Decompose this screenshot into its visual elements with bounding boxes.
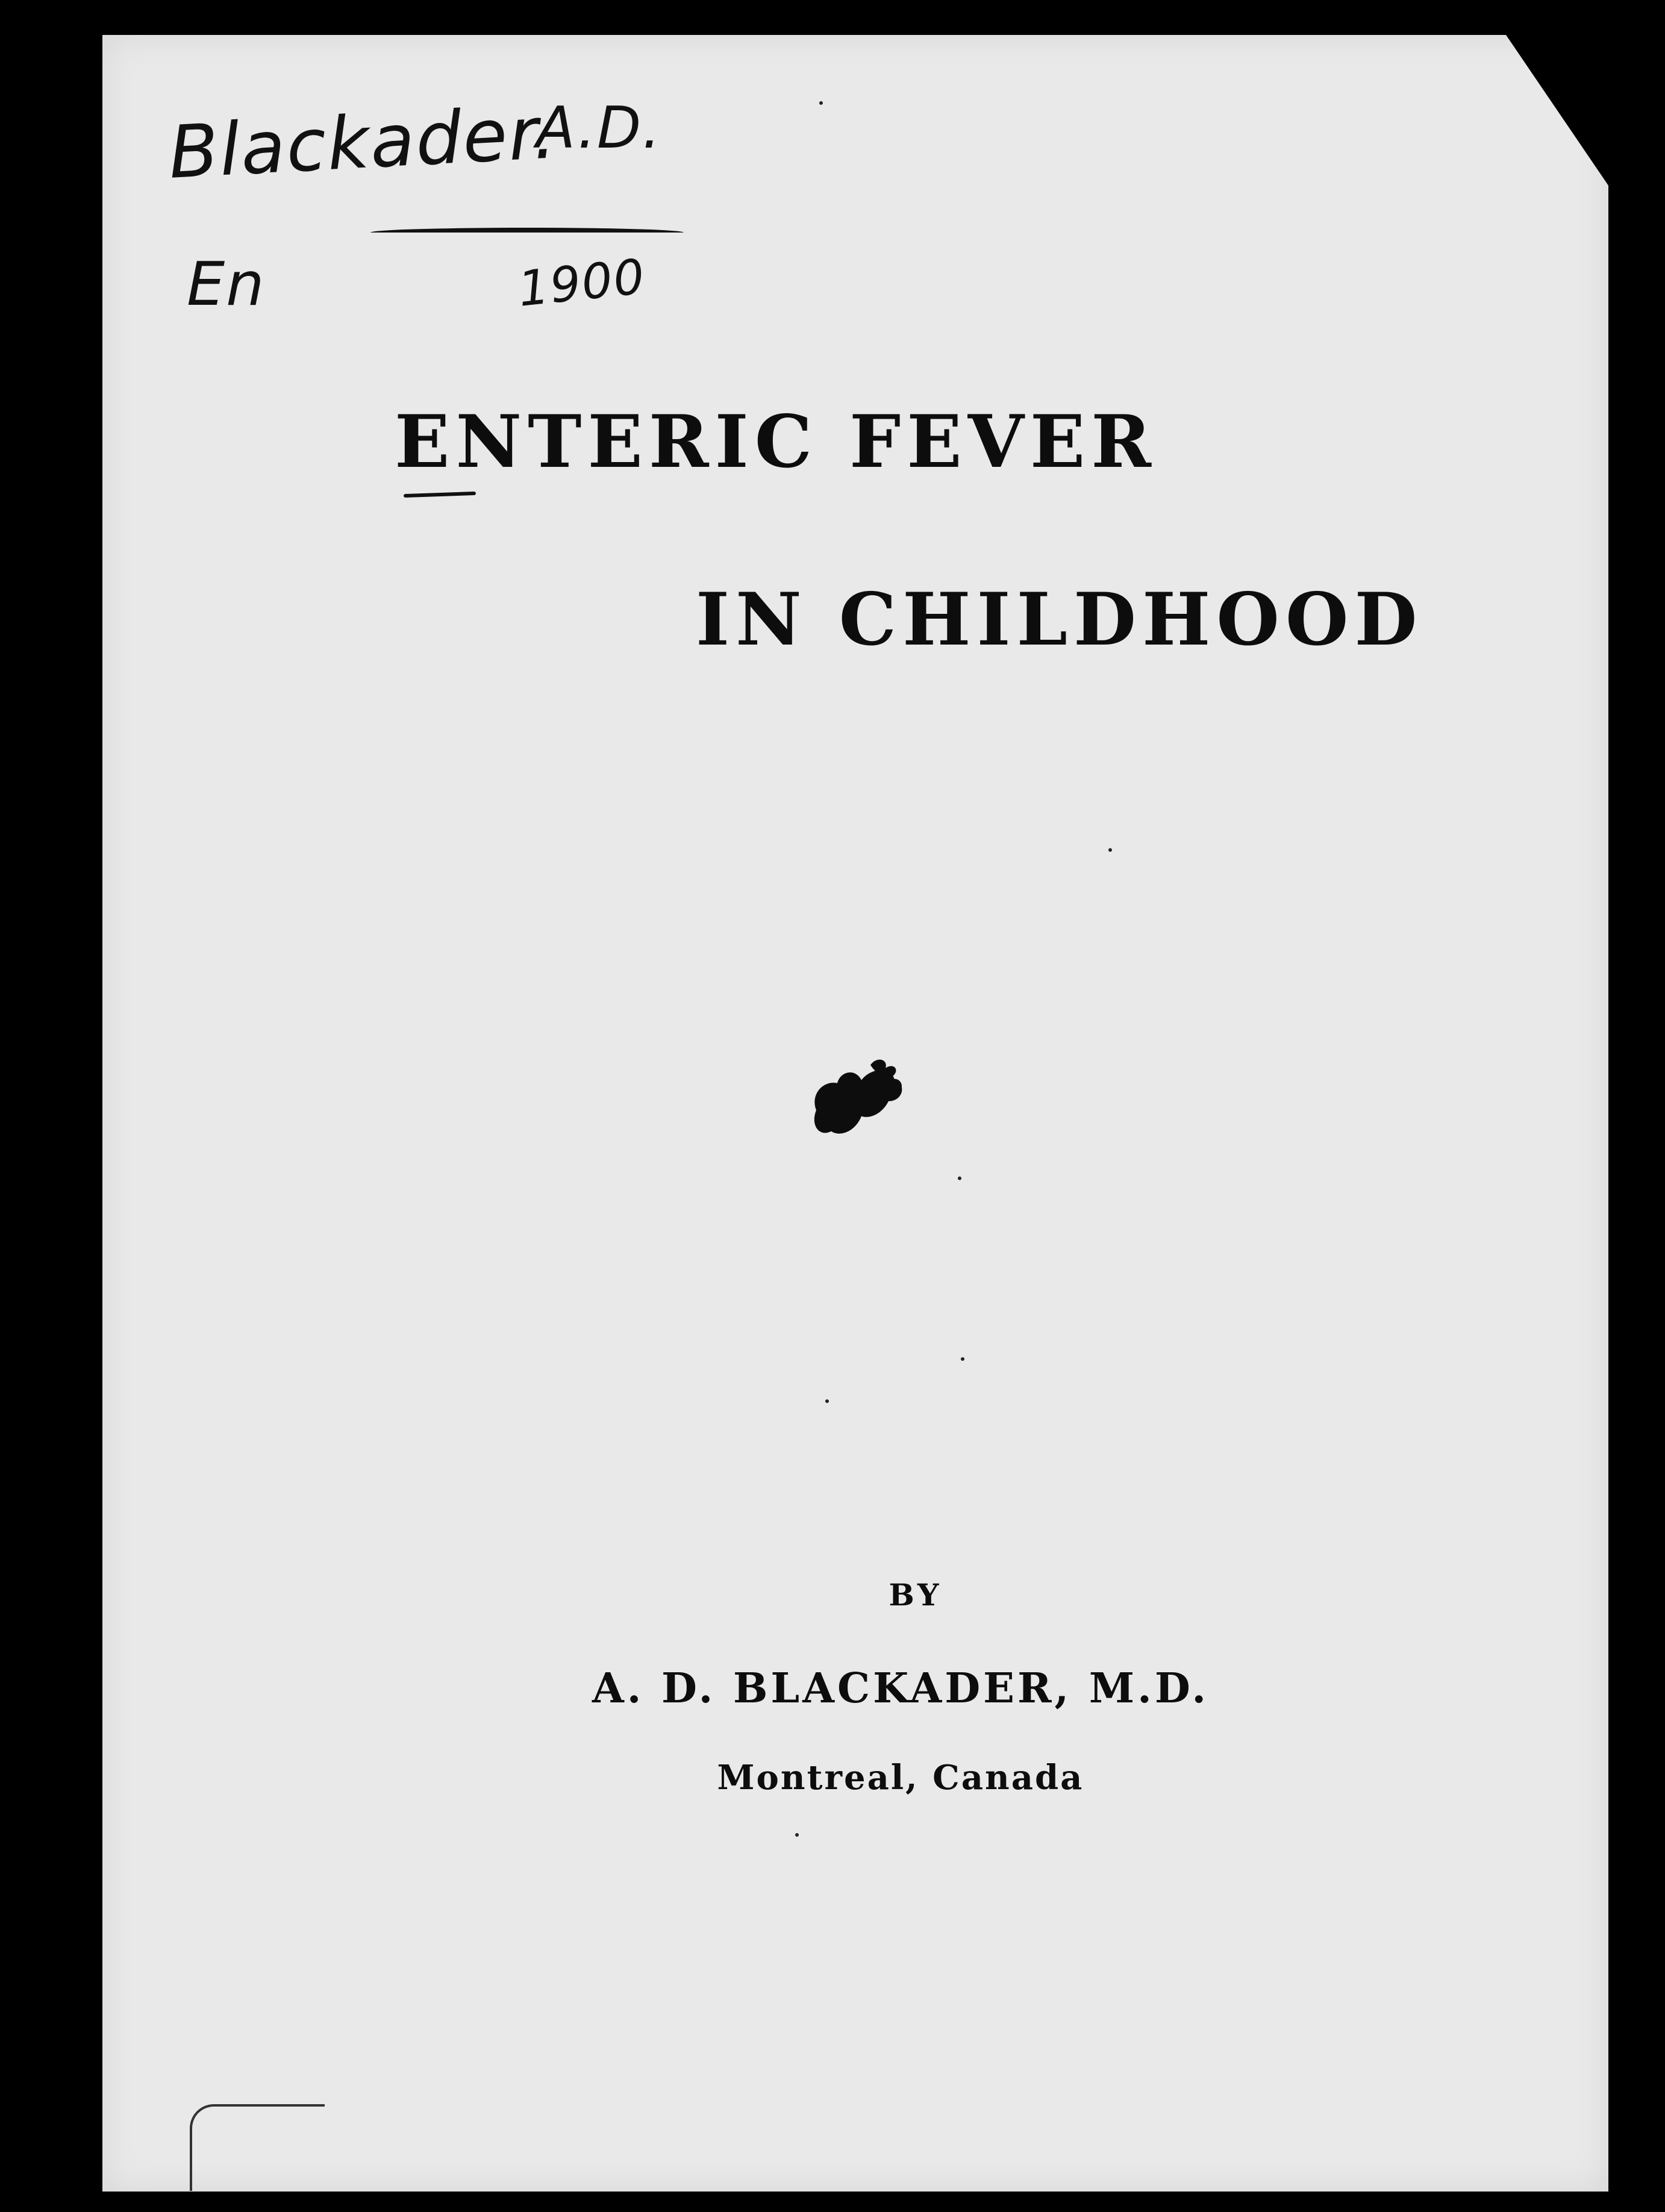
handwritten-author-name: Blackader. (166, 91, 559, 195)
handwritten-underline (404, 492, 476, 498)
paper-speck (958, 1176, 961, 1180)
handwritten-author-initials: A.D. (536, 95, 662, 161)
page-corner-curl (190, 2104, 325, 2191)
author-name: A. D. BLACKADER, M.D. (592, 1664, 1210, 1713)
title-line-1: ENTERIC FEVER (395, 399, 1158, 484)
folded-corner (1506, 35, 1608, 186)
document-page (102, 35, 1608, 2192)
paper-speck (795, 1833, 799, 1837)
handwritten-rule (370, 228, 684, 237)
paper-speck (961, 1357, 964, 1361)
paper-speck (1108, 848, 1112, 852)
author-location: Montreal, Canada (717, 1758, 1084, 1798)
paper-speck (819, 101, 823, 105)
byline-label: BY (889, 1577, 943, 1613)
printer-ornament-icon (804, 1053, 913, 1155)
handwritten-year: 1900 (515, 248, 648, 317)
handwritten-code: En (187, 249, 266, 319)
title-line-2: IN CHILDHOOD (696, 577, 1423, 662)
paper-speck (825, 1399, 829, 1403)
